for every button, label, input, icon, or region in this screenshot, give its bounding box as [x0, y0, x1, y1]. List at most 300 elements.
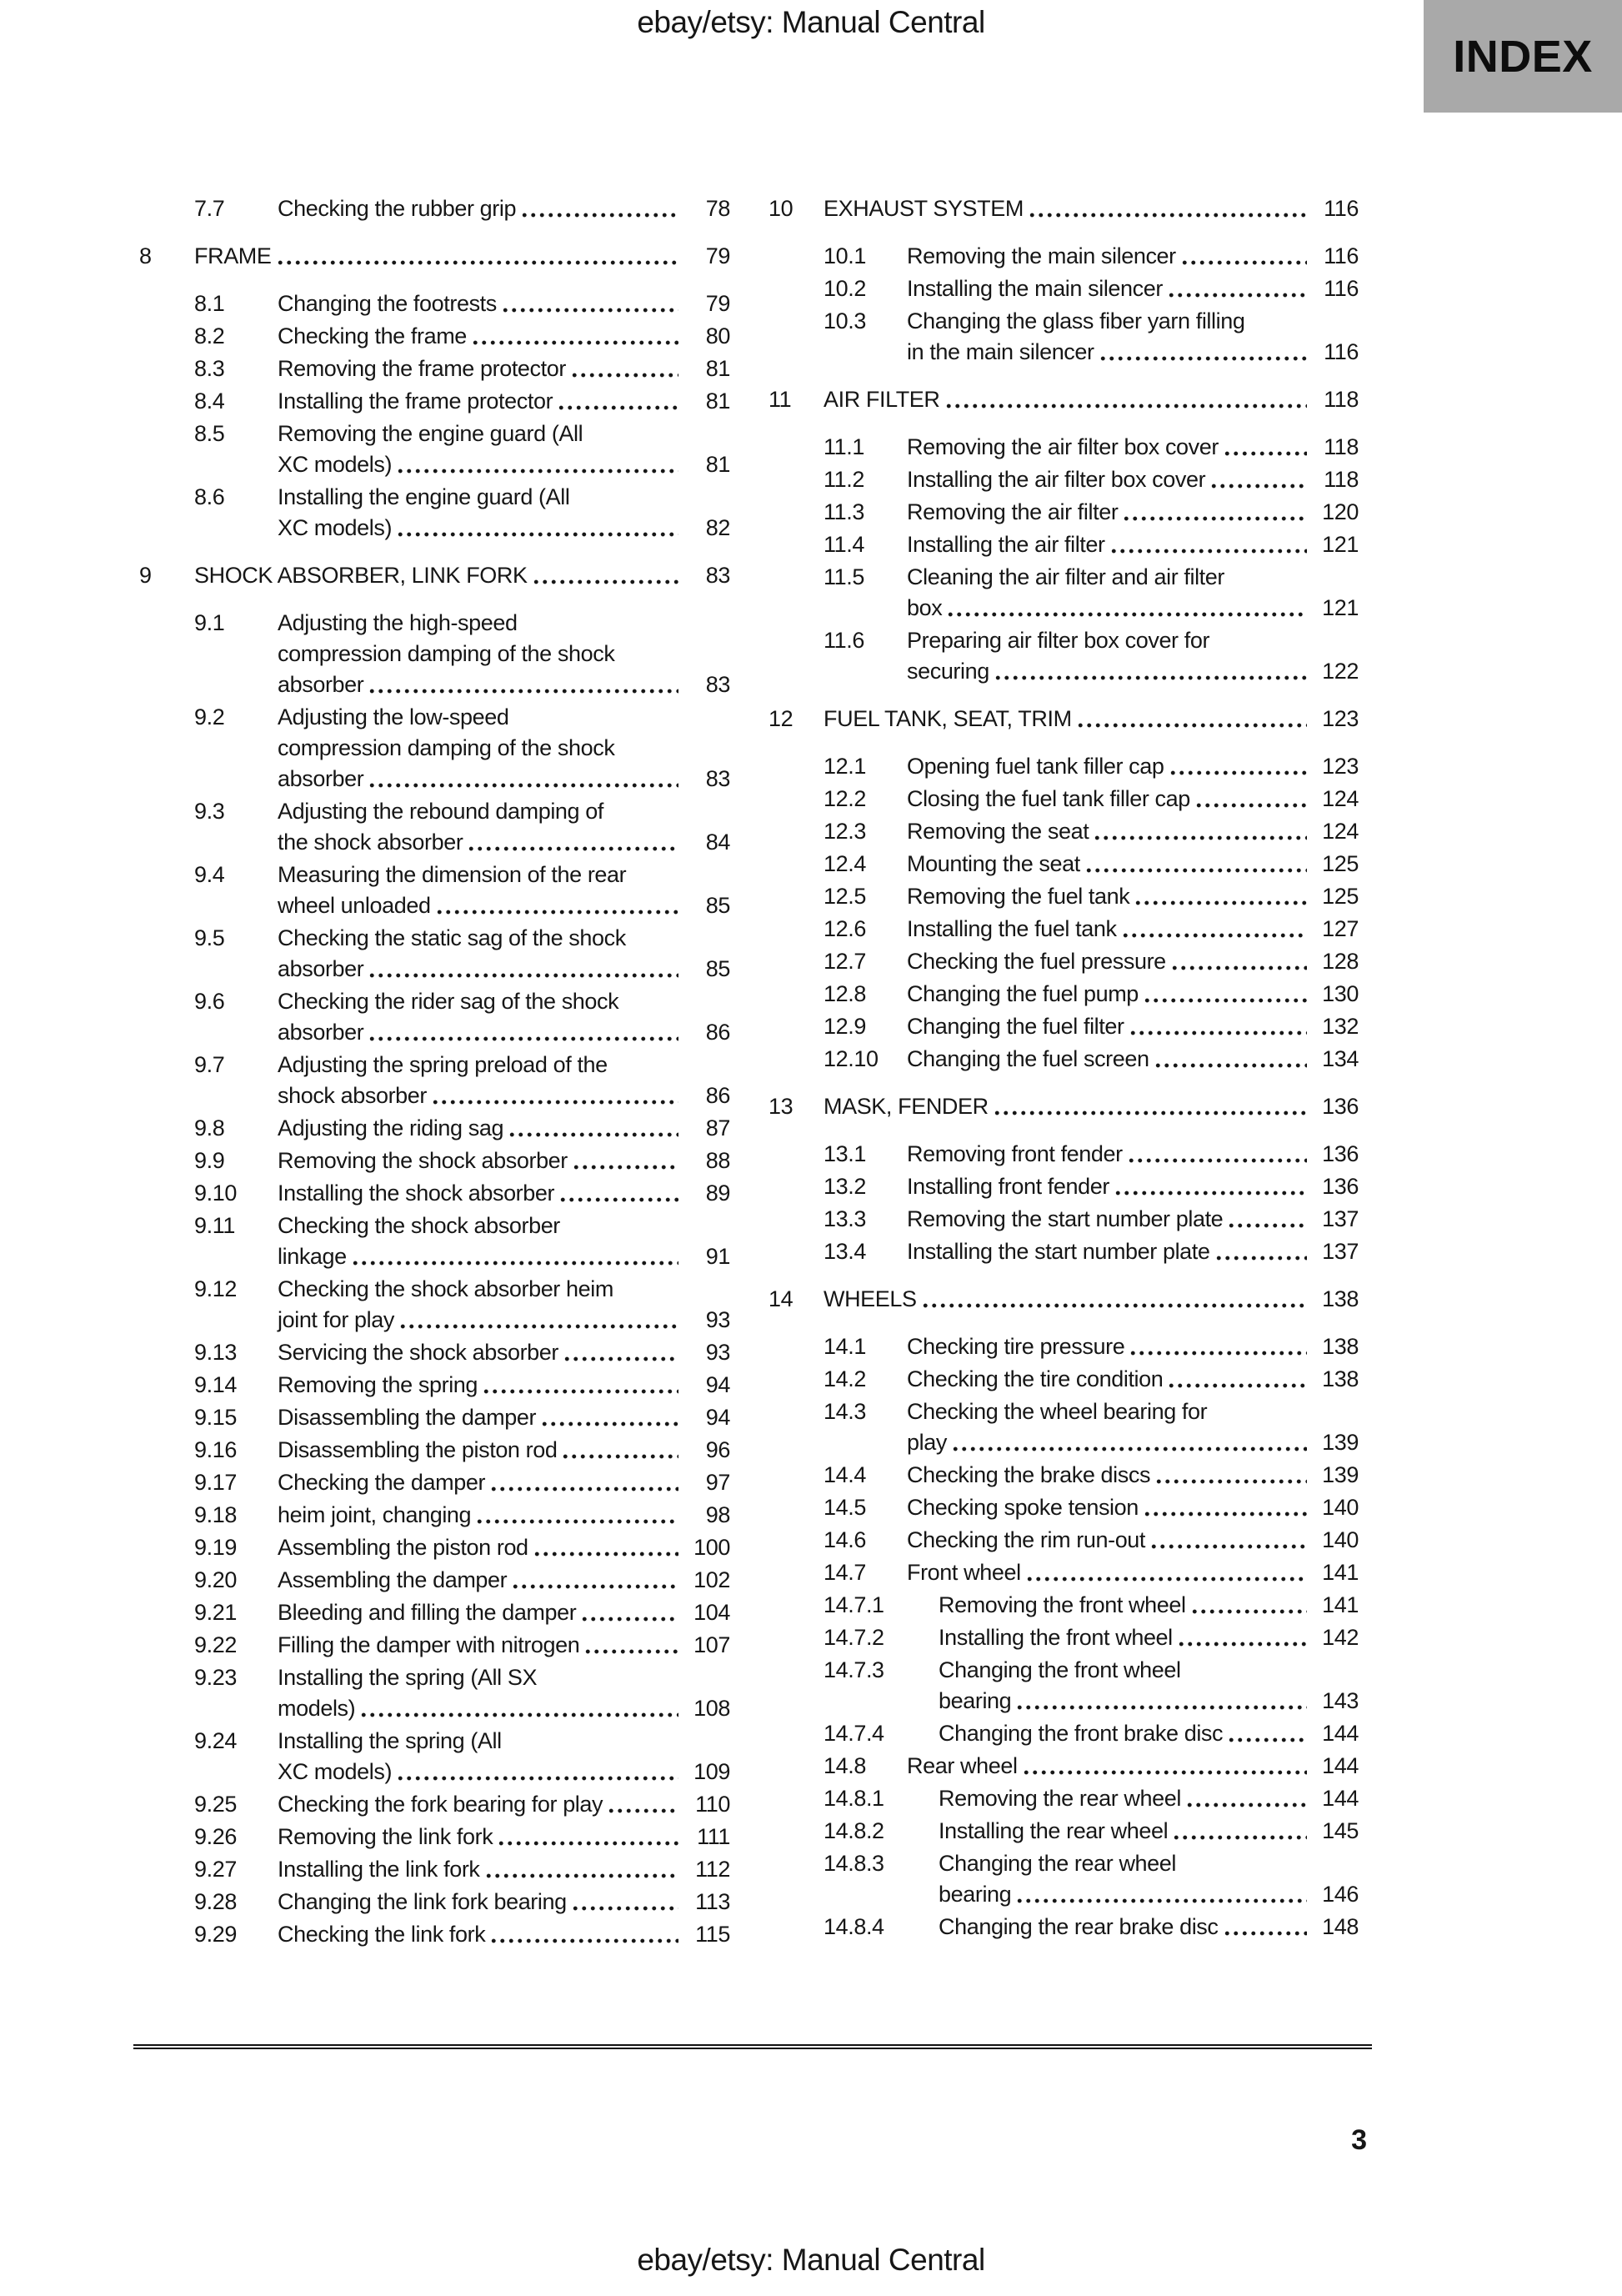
dot-leader: [520, 193, 678, 224]
toc-entry-page: 78: [705, 196, 730, 221]
toc-entry: [139, 1274, 730, 1336]
toc-entry-line: [907, 562, 1359, 593]
dot-leader: [1015, 1686, 1307, 1717]
toc-entry: [768, 625, 1359, 687]
toc-entry-line: [278, 986, 730, 1017]
toc-entry-title: Adjusting the riding sag: [278, 1115, 504, 1140]
toc-entry-line: [278, 449, 730, 480]
toc-entry-line: [278, 1050, 730, 1080]
toc-entry-body: [907, 914, 1359, 945]
toc-entry-line: [939, 1686, 1359, 1717]
toc-entry: [139, 1050, 730, 1111]
toc-entry-title: Cleaning the air filter and air filter: [907, 564, 1224, 589]
toc-entry-title: Removing the shock absorber: [278, 1148, 568, 1173]
dot-leader: [1134, 881, 1307, 912]
toc-entry-line: [278, 1435, 730, 1466]
toc-entry-title: Installing the engine guard (All: [278, 484, 570, 509]
dot-leader: [1143, 1492, 1307, 1523]
toc-entry-body: [907, 1331, 1359, 1362]
toc-entry-number: 9.5: [194, 925, 225, 950]
toc-entry-page: 81: [705, 452, 730, 477]
toc-entry-title: Removing the main silencer: [907, 243, 1176, 268]
toc-entry-title: Preparing air filter box cover for: [907, 628, 1210, 653]
dot-leader: [1194, 784, 1307, 815]
dot-leader: [1143, 979, 1307, 1010]
toc-entry-page: 116: [1324, 243, 1359, 268]
toc-entry-title: Removing the link fork: [278, 1824, 493, 1849]
toc-entry-line: [194, 241, 730, 272]
toc-entry-page: 141: [1322, 1592, 1359, 1617]
toc-entry-page: 79: [705, 243, 730, 268]
toc-entry-number: 9.2: [194, 704, 225, 729]
toc-entry-title: models): [278, 1696, 356, 1721]
toc-entry: [768, 1622, 1359, 1653]
toc-entry-body: [907, 979, 1359, 1010]
page-footer-title: ebay/etsy: Manual Central: [637, 2243, 985, 2277]
toc-entry-title: Adjusting the low-speed: [278, 704, 509, 729]
dot-leader: [1167, 273, 1307, 304]
toc-entry: [768, 1091, 1359, 1122]
toc-entry-page: 91: [705, 1244, 730, 1269]
dot-leader: [1227, 1718, 1307, 1749]
toc-entry-line: [278, 827, 730, 858]
toc-entry-title: Checking the static sag of the shock: [278, 925, 626, 950]
toc-entry: [139, 1662, 730, 1724]
toc-entry-number: 9.20: [194, 1567, 237, 1592]
toc-entry-page: 100: [693, 1535, 730, 1560]
toc-entry-body: [278, 1274, 730, 1336]
toc-entry-number: 13.2: [824, 1174, 866, 1199]
toc-entry-page: 120: [1322, 499, 1359, 524]
toc-entry-line: [278, 1662, 730, 1693]
toc-entry-title: Changing the fuel pump: [907, 981, 1139, 1006]
toc-entry-body: [278, 1887, 730, 1918]
toc-entry: [139, 1726, 730, 1787]
toc-entry-line: [278, 1887, 730, 1918]
toc-entry-page: 116: [1324, 339, 1359, 364]
toc-entry-page: 142: [1322, 1625, 1359, 1650]
toc-entry-line: [278, 1211, 730, 1241]
dot-leader: [511, 1565, 678, 1596]
dot-leader: [607, 1789, 678, 1820]
toc-entry-page: 141: [1322, 1560, 1359, 1585]
dot-leader: [398, 1305, 678, 1336]
toc-entry-line: [907, 1331, 1359, 1362]
toc-entry-line: [278, 1854, 730, 1885]
dot-leader: [532, 560, 678, 591]
toc-entry-page: 85: [705, 956, 730, 981]
toc-entry: [139, 1370, 730, 1401]
toc-entry-title: Installing the spring (All SX: [278, 1665, 538, 1690]
toc-entry-title: joint for play: [278, 1307, 394, 1332]
toc-entry-title: Checking the brake discs: [907, 1462, 1151, 1487]
toc-entry-title: Installing the fuel tank: [907, 916, 1117, 941]
toc-entry-title: Checking tire pressure: [907, 1334, 1125, 1359]
toc-entry-line: [907, 1427, 1359, 1458]
toc-entry-line: [278, 1370, 730, 1401]
toc-entry: [768, 1816, 1359, 1847]
toc-entry-number: 12.3: [824, 819, 866, 844]
toc-entry: [139, 482, 730, 544]
toc-entry-body: [278, 796, 730, 858]
toc-entry-body: [907, 1492, 1359, 1523]
toc-entry-body: [278, 1597, 730, 1628]
dot-leader: [1172, 1816, 1307, 1847]
dot-leader: [1149, 1525, 1307, 1556]
toc-entry-body: [939, 1783, 1359, 1814]
toc-entry-page: 85: [705, 893, 730, 918]
toc-entry: [768, 946, 1359, 977]
toc-entry-line: [939, 1816, 1359, 1847]
toc-entry-title: Removing the frame protector: [278, 356, 566, 381]
toc-entry-number: 13.1: [824, 1141, 866, 1166]
toc-entry: [768, 1364, 1359, 1395]
toc-entry: [139, 702, 730, 795]
toc-entry-page: 102: [693, 1567, 730, 1592]
toc-entry-line: [824, 704, 1359, 734]
dot-leader: [484, 1854, 678, 1885]
toc-entry-number: 9: [139, 563, 152, 588]
toc-entry: [768, 1204, 1359, 1235]
toc-entry-body: [278, 321, 730, 352]
toc-entry-body: [278, 702, 730, 795]
toc-entry-title: Removing the air filter box cover: [907, 434, 1219, 459]
toc-entry-line: [907, 432, 1359, 463]
toc-entry: [768, 849, 1359, 880]
toc-entry-title: Rear wheel: [907, 1753, 1018, 1778]
toc-entry: [139, 1630, 730, 1661]
toc-entry-body: [939, 1718, 1359, 1749]
toc-entry-body: [278, 288, 730, 319]
toc-entry: [139, 1887, 730, 1918]
toc-entry-body: [907, 784, 1359, 815]
toc-entry-title: XC models): [278, 515, 393, 540]
toc-entry-title: Checking the shock absorber heim: [278, 1276, 613, 1301]
dot-leader: [561, 1435, 678, 1466]
toc-entry-body: [824, 1091, 1359, 1122]
toc-entry-body: [278, 1726, 730, 1787]
toc-entry-title: Measuring the dimension of the rear: [278, 862, 627, 887]
toc-entry-page: 146: [1322, 1882, 1359, 1907]
dot-leader: [475, 1500, 678, 1531]
toc-entry-number: 14.8.1: [824, 1786, 884, 1811]
toc-entry-title: Checking the frame: [278, 323, 467, 348]
toc-entry-page: 98: [705, 1502, 730, 1527]
toc-entry-line: [824, 1091, 1359, 1122]
toc-entry-line: [824, 1284, 1359, 1315]
toc-entry-page: 122: [1322, 659, 1359, 684]
toc-entry-number: 9.7: [194, 1052, 225, 1077]
dot-leader: [1076, 704, 1307, 734]
toc-entry-number: 11.4: [824, 532, 864, 557]
dot-leader: [359, 1693, 678, 1724]
toc-entry-body: [278, 1113, 730, 1144]
toc-entry-number: 8: [139, 243, 152, 268]
dot-leader: [533, 1532, 678, 1563]
toc-entry-number: 14.7.2: [824, 1625, 884, 1650]
toc-entry-number: 14.8.2: [824, 1818, 884, 1843]
toc-entry-page: 94: [705, 1372, 730, 1397]
toc-entry-body: [278, 1370, 730, 1401]
toc-entry-line: [278, 1693, 730, 1724]
toc-entry-body: [907, 1525, 1359, 1556]
page-number: 3: [1351, 2124, 1367, 2156]
toc-entry-body: [907, 816, 1359, 847]
toc-entry-title: bearing: [939, 1688, 1012, 1713]
toc-entry: [768, 1912, 1359, 1943]
toc-entry-line: [907, 914, 1359, 945]
toc-entry: [768, 1139, 1359, 1170]
toc-entry-title: Removing the fuel tank: [907, 884, 1130, 909]
toc-entry-body: [278, 1662, 730, 1724]
toc-entry-line: [939, 1655, 1359, 1686]
toc-entry-title: absorber: [278, 1020, 364, 1045]
toc-entry-line: [907, 1751, 1359, 1782]
toc-entry-page: 132: [1322, 1014, 1359, 1039]
toc-entry-number: 9.28: [194, 1889, 237, 1914]
toc-entry-title: absorber: [278, 766, 364, 791]
toc-entry-body: [278, 1467, 730, 1498]
toc-entry-page: 125: [1322, 884, 1359, 909]
toc-entry-body: [824, 384, 1359, 415]
toc-entry-body: [907, 946, 1359, 977]
toc-entry-title: Installing the shock absorber: [278, 1181, 555, 1206]
toc-entry-title: Installing the air filter: [907, 532, 1105, 557]
toc-entry: [139, 1211, 730, 1272]
toc-entry-body: [939, 1622, 1359, 1653]
toc-entry-title: Checking the fuel pressure: [907, 949, 1166, 974]
toc-entry-page: 115: [695, 1922, 730, 1947]
toc-entry-line: [278, 1017, 730, 1048]
toc-entry-title: Checking the tire condition: [907, 1366, 1164, 1391]
toc-entry-number: 9.18: [194, 1502, 237, 1527]
toc-entry-number: 9.24: [194, 1728, 237, 1753]
toc-entry-number: 9.6: [194, 989, 225, 1014]
toc-entry-body: [278, 986, 730, 1048]
toc-entry-line: [907, 1525, 1359, 1556]
toc-entry-line: [278, 1467, 730, 1498]
toc-entry-line: [907, 593, 1359, 624]
toc-entry: [139, 796, 730, 858]
toc-entry-line: [278, 288, 730, 319]
toc-entry-title: Installing the link fork: [278, 1857, 480, 1882]
toc-entry: [139, 1113, 730, 1144]
dot-leader: [471, 321, 678, 352]
toc-entry-title: MASK, FENDER: [824, 1094, 989, 1119]
toc-entry-page: 130: [1322, 981, 1359, 1006]
toc-entry-page: 134: [1322, 1046, 1359, 1071]
toc-entry-number: 8.4: [194, 389, 225, 414]
toc-entry-page: 109: [693, 1759, 730, 1784]
toc-entry-page: 118: [1324, 387, 1359, 412]
toc-column-right: [768, 193, 1359, 1944]
toc-entry-title: EXHAUST SYSTEM: [824, 196, 1024, 221]
toc-entry-page: 116: [1324, 276, 1359, 301]
toc-entry-body: [824, 1284, 1359, 1315]
toc-entry-line: [278, 1113, 730, 1144]
toc-entry-number: 9.10: [194, 1181, 237, 1206]
toc-entry-page: 84: [705, 830, 730, 855]
toc-entry-number: 9.1: [194, 610, 225, 635]
toc-entry-title: Assembling the piston rod: [278, 1535, 528, 1560]
dot-leader: [368, 764, 678, 795]
toc-entry-line: [278, 1565, 730, 1596]
toc-entry: [139, 1822, 730, 1852]
toc-entry-number: 12.4: [824, 851, 866, 876]
toc-entry-line: [278, 608, 730, 639]
toc-entry-body: [907, 1557, 1359, 1588]
dot-leader: [540, 1402, 678, 1433]
toc-entry-page: 81: [705, 356, 730, 381]
toc-entry-title: play: [907, 1430, 947, 1455]
toc-entry-title: box: [907, 595, 943, 620]
toc-entry-body: [907, 1044, 1359, 1075]
toc-entry-body: [824, 193, 1359, 224]
toc-entry: [139, 1402, 730, 1433]
toc-entry-page: 82: [705, 515, 730, 540]
toc-entry-title: Changing the footrests: [278, 291, 497, 316]
toc-entry-page: 123: [1322, 754, 1359, 779]
toc-entry-body: [278, 353, 730, 384]
toc-entry: [768, 1331, 1359, 1362]
toc-entry-title: Changing the front brake disc: [939, 1721, 1224, 1746]
toc-entry-number: 8.2: [194, 323, 225, 348]
toc-entry-title: Removing the front wheel: [939, 1592, 1186, 1617]
dot-leader: [1129, 1331, 1307, 1362]
toc-entry-number: 11.5: [824, 564, 864, 589]
toc-entry-number: 9.19: [194, 1535, 237, 1560]
toc-entry-number: 9.11: [194, 1213, 235, 1238]
toc-entry-number: 14.1: [824, 1334, 866, 1359]
toc-entry-page: 111: [697, 1824, 730, 1849]
toc-entry-line: [907, 979, 1359, 1010]
dot-leader: [482, 1370, 678, 1401]
toc-entry-number: 14.7.1: [824, 1592, 884, 1617]
toc-entry-line: [278, 321, 730, 352]
toc-entry-page: 112: [695, 1857, 730, 1882]
toc-entry: [768, 914, 1359, 945]
dot-leader: [570, 353, 678, 384]
toc-entry-title: FRAME: [194, 243, 272, 268]
toc-entry-number: 9.21: [194, 1600, 237, 1625]
toc-entry: [768, 704, 1359, 734]
toc-entry-line: [939, 1783, 1359, 1814]
toc-entry-number: 12.8: [824, 981, 866, 1006]
toc-entry-body: [278, 1211, 730, 1272]
toc-entry-body: [824, 704, 1359, 734]
toc-entry-line: [907, 1236, 1359, 1267]
toc-entry-number: 10: [768, 196, 793, 221]
toc-entry-body: [907, 464, 1359, 495]
toc-entry-line: [278, 796, 730, 827]
toc-entry-title: Changing the fuel screen: [907, 1046, 1149, 1071]
toc-entry-body: [278, 1402, 730, 1433]
toc-entry-title: AIR FILTER: [824, 387, 940, 412]
toc-entry-line: [907, 1364, 1359, 1395]
toc-entry-page: 148: [1322, 1914, 1359, 1939]
toc-entry-number: 9.17: [194, 1470, 237, 1495]
toc-entry: [139, 386, 730, 417]
toc-entry-title: Removing the engine guard (All: [278, 421, 583, 446]
toc-entry-number: 8.5: [194, 421, 225, 446]
dot-leader: [1180, 241, 1307, 272]
toc-entry: [139, 1178, 730, 1209]
toc-entry: [768, 1460, 1359, 1491]
toc-entry-number: 8.6: [194, 484, 225, 509]
toc-entry-body: [907, 1171, 1359, 1202]
toc-entry-page: 145: [1322, 1818, 1359, 1843]
dot-leader: [1169, 751, 1308, 782]
dot-leader: [1170, 946, 1307, 977]
toc-entry-page: 125: [1322, 851, 1359, 876]
toc-entry-body: [939, 1590, 1359, 1621]
toc-entry-page: 79: [705, 291, 730, 316]
toc-entry-body: [939, 1848, 1359, 1910]
toc-entry: [139, 1854, 730, 1885]
toc-entry: [139, 321, 730, 352]
toc-entry-title: Closing the fuel tank filler cap: [907, 786, 1190, 811]
toc-entry-line: [278, 1145, 730, 1176]
toc-entry-number: 14.8: [824, 1753, 866, 1778]
toc-entry-line: [278, 1500, 730, 1531]
toc-entry-number: 14.8.3: [824, 1851, 884, 1876]
toc-entry-number: 9.26: [194, 1824, 237, 1849]
toc-entry-title: Servicing the shock absorber: [278, 1340, 558, 1365]
toc-entry-title: Removing the seat: [907, 819, 1089, 844]
toc-entry-number: 14.8.4: [824, 1914, 884, 1939]
toc-entry-page: 138: [1322, 1286, 1359, 1311]
toc-entry-number: 9.9: [194, 1148, 225, 1173]
toc-entry-page: 87: [705, 1115, 730, 1140]
dot-leader: [580, 1597, 678, 1628]
toc-entry: [768, 497, 1359, 528]
toc-entry-number: 12.5: [824, 884, 866, 909]
toc-entry-title: Checking the shock absorber: [278, 1213, 560, 1238]
toc-entry-line: [278, 890, 730, 921]
toc-entry-number: 14.7.3: [824, 1657, 884, 1682]
toc-entry-line: [278, 353, 730, 384]
toc-entry-title: SHOCK ABSORBER, LINK FORK: [194, 563, 528, 588]
toc-entry: [139, 241, 730, 272]
toc-entry-number: 9.12: [194, 1276, 237, 1301]
toc-entry-line: [278, 1402, 730, 1433]
toc-entry-line: [278, 1274, 730, 1305]
toc-entry-page: 83: [705, 563, 730, 588]
toc-entry-number: 14: [768, 1286, 793, 1311]
toc-entry-number: 11.1: [824, 434, 864, 459]
toc-entry-title: Installing the frame protector: [278, 389, 553, 414]
toc-entry-page: 127: [1322, 916, 1359, 941]
toc-entry-page: 128: [1322, 949, 1359, 974]
toc-entry-title: XC models): [278, 452, 393, 477]
toc-entry-number: 12.7: [824, 949, 866, 974]
toc-entry-line: [907, 1396, 1359, 1427]
toc-entry-line: [278, 1630, 730, 1661]
toc-entry-body: [939, 1655, 1359, 1717]
toc-entry-body: [907, 1139, 1359, 1170]
toc-entry-title: Checking the fork bearing for play: [278, 1792, 603, 1817]
toc-entry-line: [278, 923, 730, 954]
toc-entry-page: 93: [705, 1340, 730, 1365]
toc-entry-number: 9.14: [194, 1372, 237, 1397]
toc-entry: [139, 1467, 730, 1498]
toc-entry-body: [907, 306, 1359, 368]
dot-leader: [1223, 1912, 1307, 1943]
toc-entry-title: compression damping of the shock: [278, 641, 615, 666]
toc-entry: [768, 241, 1359, 272]
toc-entry-body: [907, 881, 1359, 912]
toc-entry-body: [278, 1822, 730, 1852]
